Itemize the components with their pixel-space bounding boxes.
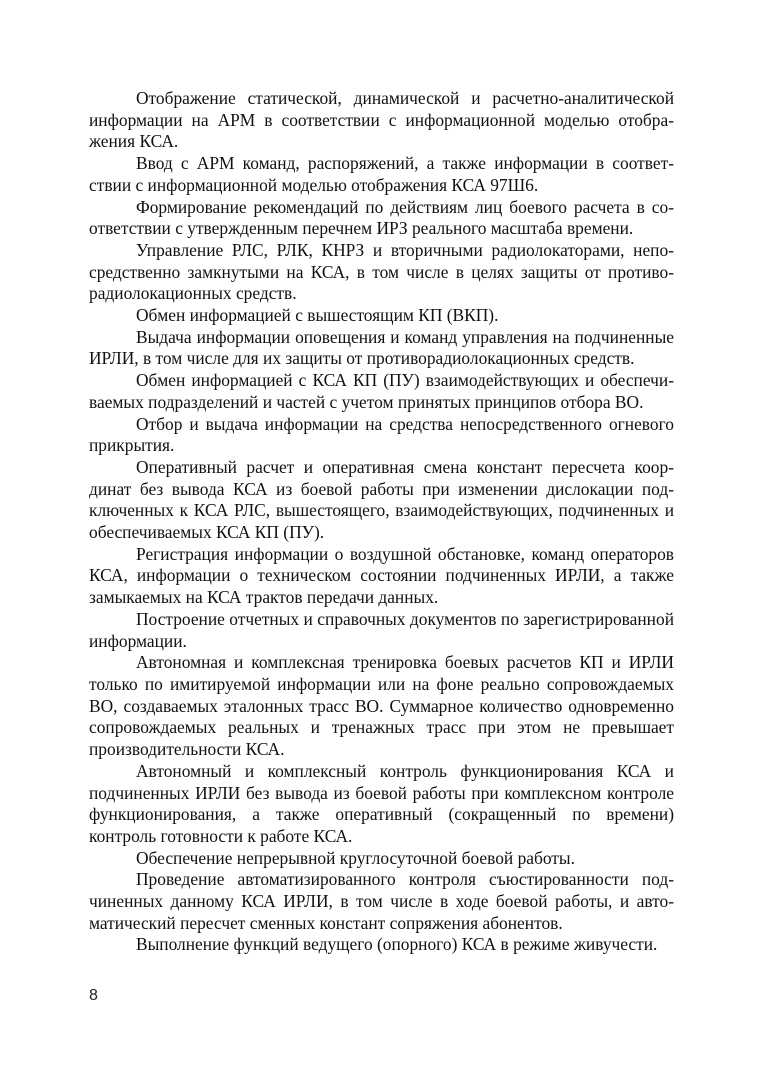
paragraph-7: Обмен информацией с КСА КП (ПУ) взаимодействующих и обеспечиваемых подразделений и частей с учетом принятых принципов отбора ВО. — [89, 370, 674, 412]
paragraph-10: Регистрация информации о воздушной обстановке, команд операторов КСА, информации о техническом состоянии подчиненных ИРЛИ, а также замыкаемых на КСА трактов передачи данных. — [89, 543, 674, 608]
paragraph-13: Автономный и комплексный контроль функционирования КСА и подчиненных ИРЛИ без вывода из боевой работы при комплексном контроле функционирования, а также оперативный (сокращенный по времени) контроль готовности к работе КСА. — [89, 760, 674, 846]
paragraph-4: Управление РЛС, РЛК, КНРЗ и вторичными радиолокаторами, непосредственно замкнутыми на КСА, в том числе в целях защиты от противорадиолокационных средств. — [89, 239, 674, 304]
paragraph-14: Обеспечение непрерывной круглосуточной боевой работы. — [136, 847, 575, 868]
paragraph-15: Проведение автоматизированного контроля съюстированности подчиненных данному КСА ИРЛИ, в том числе в ходе боевой работы, и автоматический пересчет сменных констант сопряжения абонентов. — [89, 869, 674, 933]
paragraph-16: Выполнение функций ведущего (опорного) КСА в режиме живучести. — [136, 934, 658, 955]
paragraph-5: Обмен информацией с вышестоящим КП (ВКП). — [136, 305, 499, 326]
paragraph-2: Ввод с АРМ команд, распоряжений, а также информации в соответствии с информационной моделью отображения КСА 97Ш6. — [89, 153, 674, 195]
paragraph-6: Выдача информации оповещения и команд управления на подчиненные ИРЛИ, в том числе для их защиты от противорадиолокационных средств. — [89, 326, 674, 369]
paragraph-11: Построение отчетных и справочных документов по зарегистрированной информации. — [89, 608, 674, 651]
paragraph-3: Формирование рекомендаций по действиям лиц боевого расчета в соответствии с утвержденным перечнем ИРЗ реального масштаба времени. — [89, 196, 674, 239]
paragraph-9: Оперативный расчет и оперативная смена констант пересчета координат без вывода КСА из боевой работы при изменении дислокации подключенных к КСА РЛС, вышестоящего, взаимодействующих, подчиненных и обеспечиваемых КСА КП (ПУ). — [89, 456, 674, 543]
page-number: 8 — [89, 987, 98, 1004]
paragraph-1: Отображение статической, динамической и расчетно-аналитической информации на АРМ в соответствии с информационной моделью отображения КСА. — [89, 88, 674, 152]
paragraph-12: Автономная и комплексная тренировка боевых расчетов КП и ИРЛИ только по имитируемой информации или на фоне реально сопровождаемых ВО, создаваемых эталонных трасс ВО. Суммарное количество одновременно сопровождаемых реальных и тренажных трасс при этом не превышает производительности КСА. — [89, 652, 674, 760]
document-body — [89, 88, 674, 956]
paragraph-8: Отбор и выдача информации на средства непосредственного огневого прикрытия. — [89, 413, 674, 456]
